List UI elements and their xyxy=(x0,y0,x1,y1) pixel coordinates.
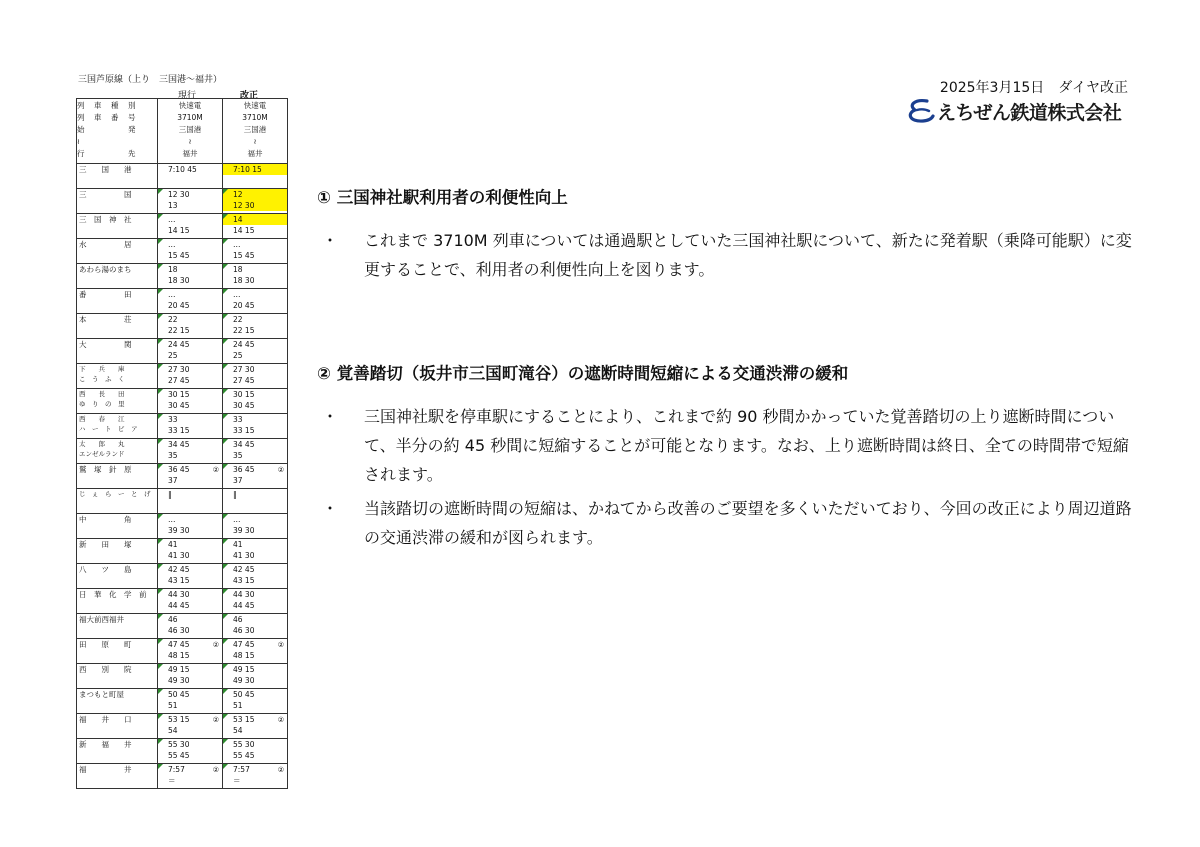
station-name xyxy=(77,489,158,514)
time-value: 46 30 xyxy=(233,626,255,635)
section2-title: ② 覚善踏切（坂井市三国町滝谷）の遮断時間短縮による交通渋滞の緩和 xyxy=(317,364,849,383)
time-value: 44 45 xyxy=(168,601,190,610)
current-time-cell xyxy=(158,414,223,439)
station-label: 福大前西福井 xyxy=(79,615,124,624)
current-time-cell xyxy=(158,164,223,189)
time-value: 14 15 xyxy=(233,226,255,235)
timetable-row xyxy=(77,389,288,414)
station-label: 西 別 院 xyxy=(79,665,132,674)
section-marker: ② xyxy=(212,466,219,474)
station-name xyxy=(77,164,158,189)
timetable-row xyxy=(77,489,288,514)
time-value: 49 30 xyxy=(233,676,255,685)
time-value: 13 xyxy=(168,201,178,210)
current-time-cell xyxy=(158,514,223,539)
time-value: 42 45 xyxy=(233,565,255,574)
revised-time-cell xyxy=(223,439,288,464)
station-name xyxy=(77,339,158,364)
echizen-railway-logo-icon xyxy=(905,97,935,125)
revised-time-cell xyxy=(223,414,288,439)
revised-time-cell xyxy=(223,214,288,239)
header-value: 三国港 xyxy=(243,125,267,134)
current-time-cell xyxy=(158,764,223,789)
time-value: 54 xyxy=(168,726,178,735)
station-label: 大 関 xyxy=(79,340,132,349)
section-marker: ② xyxy=(277,641,284,649)
time-value: 20 45 xyxy=(168,301,190,310)
section-marker: ② xyxy=(277,766,284,774)
station-label: 新 福 井 xyxy=(79,740,132,749)
time-value: 22 15 xyxy=(233,326,255,335)
station-label: 中 角 xyxy=(79,515,132,524)
column-label-current: 現行 xyxy=(178,91,197,101)
time-value: 22 xyxy=(233,315,243,324)
section-marker: ② xyxy=(212,716,219,724)
revised-time-cell xyxy=(223,539,288,564)
timetable-row xyxy=(77,289,288,314)
header-label: 始 発 xyxy=(77,125,137,134)
bullet-text: 当該踏切の遮断時間の短縮は、かねてから改善のご要望を多くいただいており、今回の改正により周辺道路の交通渋滞の緩和が図られます。 xyxy=(364,499,1132,547)
time-value: … xyxy=(168,215,176,224)
header-labels xyxy=(77,99,158,164)
station-label: じ ぇ ら ー と げ xyxy=(79,490,151,498)
time-value: 50 45 xyxy=(233,690,255,699)
station-label: まつもと町屋 xyxy=(79,690,124,699)
station-name xyxy=(77,289,158,314)
current-time-cell xyxy=(158,389,223,414)
time-value: 49 15 xyxy=(233,665,255,674)
station-name xyxy=(77,214,158,239)
current-time-cell xyxy=(158,289,223,314)
time-value: 27 30 xyxy=(168,365,190,374)
timetable-row xyxy=(77,164,288,189)
time-value: 33 xyxy=(233,415,243,424)
time-value: 27 45 xyxy=(233,376,255,385)
time-value: 51 xyxy=(233,701,243,710)
time-value: 7:57 xyxy=(233,765,250,774)
time-value: ＝ xyxy=(168,776,176,785)
timetable xyxy=(76,98,288,789)
time-value: 7:10 15 xyxy=(223,164,287,175)
time-value: 20 45 xyxy=(233,301,255,310)
header-value: ≀ xyxy=(253,137,257,146)
current-time-cell xyxy=(158,539,223,564)
current-time-cell xyxy=(158,264,223,289)
timetable-row xyxy=(77,189,288,214)
time-value: … xyxy=(168,240,176,249)
bullet-marker: ・ xyxy=(322,231,339,250)
time-value: 44 30 xyxy=(233,590,255,599)
station-label: 日 華 化 学 前 xyxy=(79,590,147,599)
station-label: 太 郎 丸 エンゼルランド xyxy=(79,440,125,458)
section2-bullet xyxy=(322,494,1132,552)
time-value: 33 15 xyxy=(233,426,255,435)
timetable-row xyxy=(77,339,288,364)
timetable-header-row xyxy=(77,99,288,164)
section1-bullet xyxy=(322,226,1132,284)
header-current-train xyxy=(158,99,223,164)
revised-time-cell xyxy=(223,739,288,764)
current-time-cell xyxy=(158,639,223,664)
timetable-row xyxy=(77,564,288,589)
bullet-text: これまで 3710M 列車については通過駅としていた三国神社駅について、新たに発着駅（乗降可能駅）に変更することで、利用者の利便性向上を図ります。 xyxy=(364,231,1132,279)
header-value: 快速電 xyxy=(178,101,202,110)
station-label: 下 兵 庫 こ う ふ く xyxy=(79,365,125,383)
time-value: 34 45 xyxy=(168,440,190,449)
current-time-cell xyxy=(158,589,223,614)
time-value: 18 xyxy=(233,265,243,274)
station-name xyxy=(77,364,158,389)
time-value: 22 xyxy=(168,315,178,324)
time-value: 37 xyxy=(233,476,243,485)
time-value: 41 30 xyxy=(233,551,255,560)
station-label: 三 国 港 xyxy=(79,165,132,174)
time-value: 7:57 xyxy=(168,765,185,774)
time-value: ‖ xyxy=(233,490,237,499)
current-time-cell xyxy=(158,239,223,264)
timetable-body xyxy=(77,99,288,789)
revised-time-cell xyxy=(223,764,288,789)
time-value: 46 xyxy=(168,615,178,624)
time-value: 30 45 xyxy=(233,401,255,410)
current-time-cell xyxy=(158,214,223,239)
timetable-row xyxy=(77,239,288,264)
time-value: 15 45 xyxy=(168,251,190,260)
station-label: 八 ツ 島 xyxy=(79,565,132,574)
time-value: 50 45 xyxy=(168,690,190,699)
section-marker: ② xyxy=(212,641,219,649)
station-label: 鷲 塚 針 原 xyxy=(79,465,132,474)
time-value: 36 45 xyxy=(233,465,255,474)
time-value: 54 xyxy=(233,726,243,735)
time-value: 43 15 xyxy=(233,576,255,585)
timetable-row xyxy=(77,689,288,714)
timetable-row xyxy=(77,464,288,489)
revised-time-cell xyxy=(223,639,288,664)
time-value: … xyxy=(233,240,241,249)
time-value: 47 45 xyxy=(168,640,190,649)
header-label: 列 車 種 別 xyxy=(77,101,137,110)
timetable-row xyxy=(77,264,288,289)
time-value: 14 xyxy=(223,214,287,225)
section2-bullet xyxy=(322,402,1132,489)
time-value: 39 30 xyxy=(233,526,255,535)
header-value: 福井 xyxy=(247,149,263,158)
time-value: 48 15 xyxy=(168,651,190,660)
station-label: 三 国 xyxy=(79,190,132,199)
time-value: 33 xyxy=(168,415,178,424)
revised-time-cell xyxy=(223,389,288,414)
company-logo xyxy=(905,97,1121,125)
station-label: 番 田 xyxy=(79,290,132,299)
column-label-revised: 改正 xyxy=(240,91,259,101)
time-value: 12 xyxy=(223,189,287,200)
revised-time-cell xyxy=(223,339,288,364)
station-name xyxy=(77,314,158,339)
time-value: 30 15 xyxy=(168,390,190,399)
time-value: 48 15 xyxy=(233,651,255,660)
time-value: 46 xyxy=(233,615,243,624)
station-name xyxy=(77,589,158,614)
time-value: 35 xyxy=(233,451,243,460)
time-value: … xyxy=(233,290,241,299)
time-value: 27 30 xyxy=(233,365,255,374)
station-label: 水 居 xyxy=(79,240,132,249)
revised-time-cell xyxy=(223,714,288,739)
station-name xyxy=(77,389,158,414)
current-time-cell xyxy=(158,464,223,489)
current-time-cell xyxy=(158,739,223,764)
time-value: 22 15 xyxy=(168,326,190,335)
current-time-cell xyxy=(158,564,223,589)
revised-time-cell xyxy=(223,264,288,289)
revised-time-cell xyxy=(223,514,288,539)
station-name xyxy=(77,264,158,289)
timetable-row xyxy=(77,714,288,739)
time-value: 41 xyxy=(233,540,243,549)
time-value: 35 xyxy=(168,451,178,460)
revised-time-cell xyxy=(223,564,288,589)
time-value: ‖ xyxy=(168,490,172,499)
timetable-row xyxy=(77,414,288,439)
station-name xyxy=(77,664,158,689)
revised-time-cell xyxy=(223,689,288,714)
timetable-row xyxy=(77,639,288,664)
time-value: 44 30 xyxy=(168,590,190,599)
revised-time-cell xyxy=(223,364,288,389)
header-value: 3710M xyxy=(242,113,268,122)
station-name xyxy=(77,239,158,264)
time-value: 41 30 xyxy=(168,551,190,560)
station-name xyxy=(77,739,158,764)
time-value: 55 30 xyxy=(233,740,255,749)
company-name: えちぜん鉄道株式会社 xyxy=(937,101,1122,124)
header-value: 快速電 xyxy=(243,101,267,110)
time-value: ＝ xyxy=(233,776,241,785)
header-label: 列 車 番 号 xyxy=(77,113,137,122)
header-value: 福井 xyxy=(182,149,198,158)
timetable-row xyxy=(77,364,288,389)
section-marker: ② xyxy=(212,766,219,774)
station-label: あわら湯のまち xyxy=(79,265,132,274)
time-value: 30 45 xyxy=(168,401,190,410)
bullet-text: 三国神社駅を停車駅にすることにより、これまで約 90 秒間かかっていた覚善踏切の上り遮断時間について、半分の約 45 秒間に短縮することが可能となります。なお、上り遮断時間は終日、全ての時間帯で短縮されます。 xyxy=(364,407,1129,484)
station-label: 田 原 町 xyxy=(79,640,132,649)
section-marker: ② xyxy=(277,466,284,474)
current-time-cell xyxy=(158,689,223,714)
time-value: 24 45 xyxy=(233,340,255,349)
station-label: 三 国 神 社 xyxy=(79,215,132,224)
header-label: 行 先 xyxy=(77,149,137,158)
time-value: 18 30 xyxy=(233,276,255,285)
time-value: … xyxy=(168,515,176,524)
station-name xyxy=(77,414,158,439)
station-name xyxy=(77,764,158,789)
time-value: 27 45 xyxy=(168,376,190,385)
bullet-marker: ・ xyxy=(322,407,339,426)
time-value: 53 15 xyxy=(168,715,190,724)
timetable-row xyxy=(77,514,288,539)
time-value: 37 xyxy=(168,476,178,485)
timetable-row xyxy=(77,214,288,239)
time-value: 49 15 xyxy=(168,665,190,674)
station-name xyxy=(77,689,158,714)
time-value: 44 45 xyxy=(233,601,255,610)
revised-time-cell xyxy=(223,289,288,314)
current-time-cell xyxy=(158,439,223,464)
header-value: ≀ xyxy=(188,137,192,146)
station-name xyxy=(77,464,158,489)
revised-time-cell xyxy=(223,314,288,339)
time-value: 15 45 xyxy=(233,251,255,260)
revised-time-cell xyxy=(223,189,288,214)
time-value: 46 30 xyxy=(168,626,190,635)
station-name xyxy=(77,439,158,464)
revised-time-cell xyxy=(223,489,288,514)
revised-time-cell xyxy=(223,464,288,489)
time-value: 51 xyxy=(168,701,178,710)
timetable-row xyxy=(77,664,288,689)
section1-title: ① 三国神社駅利用者の利便性向上 xyxy=(317,188,568,207)
station-label: 西 長 田 ゆ り の 里 xyxy=(79,390,125,408)
time-value: 49 30 xyxy=(168,676,190,685)
revised-time-cell xyxy=(223,589,288,614)
station-name xyxy=(77,714,158,739)
revised-time-cell xyxy=(223,239,288,264)
time-value: … xyxy=(233,515,241,524)
station-name xyxy=(77,614,158,639)
current-time-cell xyxy=(158,614,223,639)
station-label: 福 井 xyxy=(79,765,132,774)
time-value: 55 45 xyxy=(233,751,255,760)
time-value: … xyxy=(168,290,176,299)
current-time-cell xyxy=(158,189,223,214)
time-value: 33 15 xyxy=(168,426,190,435)
time-value: 24 45 xyxy=(168,340,190,349)
current-time-cell xyxy=(158,489,223,514)
station-label: 本 荘 xyxy=(79,315,132,324)
station-label: 福 井 口 xyxy=(79,715,132,724)
current-time-cell xyxy=(158,714,223,739)
timetable-row xyxy=(77,614,288,639)
timetable-row xyxy=(77,314,288,339)
timetable-row xyxy=(77,739,288,764)
header-label: ≀ xyxy=(77,137,81,146)
header-value: 3710M xyxy=(177,113,203,122)
time-value: 43 15 xyxy=(168,576,190,585)
timetable-row xyxy=(77,439,288,464)
station-name xyxy=(77,189,158,214)
time-value: 55 30 xyxy=(168,740,190,749)
current-time-cell xyxy=(158,339,223,364)
time-value: 12 30 xyxy=(223,200,287,211)
time-value: 36 45 xyxy=(168,465,190,474)
time-value: 42 45 xyxy=(168,565,190,574)
time-value: 34 45 xyxy=(233,440,255,449)
time-value: 55 45 xyxy=(168,751,190,760)
station-label: 新 田 塚 xyxy=(79,540,132,549)
current-time-cell xyxy=(158,314,223,339)
header-value: 三国港 xyxy=(178,125,202,134)
timetable-row xyxy=(77,764,288,789)
time-value: 41 xyxy=(168,540,178,549)
header-revised-train xyxy=(223,99,288,164)
timetable-row xyxy=(77,539,288,564)
timetable-caption: 三国芦原線（上り 三国港～福井） xyxy=(78,75,223,85)
current-time-cell xyxy=(158,664,223,689)
station-name xyxy=(77,564,158,589)
time-value: 18 30 xyxy=(168,276,190,285)
time-value: 12 30 xyxy=(168,190,190,199)
time-value: 7:10 45 xyxy=(168,165,197,174)
time-value: 25 xyxy=(233,351,243,360)
time-value: 53 15 xyxy=(233,715,255,724)
station-label: 西 春 江 ハ ー ト ピ ア xyxy=(79,415,138,433)
station-name xyxy=(77,539,158,564)
time-value: 25 xyxy=(168,351,178,360)
section-marker: ② xyxy=(277,716,284,724)
time-value: 18 xyxy=(168,265,178,274)
time-value: 14 15 xyxy=(168,226,190,235)
revised-time-cell xyxy=(223,664,288,689)
revised-time-cell xyxy=(223,164,288,189)
timetable-row xyxy=(77,589,288,614)
revision-date: 2025年3月15日 ダイヤ改正 xyxy=(939,80,1128,96)
current-time-cell xyxy=(158,364,223,389)
time-value: 30 15 xyxy=(233,390,255,399)
station-name xyxy=(77,639,158,664)
time-value: 39 30 xyxy=(168,526,190,535)
station-name xyxy=(77,514,158,539)
revised-time-cell xyxy=(223,614,288,639)
bullet-marker: ・ xyxy=(322,499,339,518)
time-value: 47 45 xyxy=(233,640,255,649)
